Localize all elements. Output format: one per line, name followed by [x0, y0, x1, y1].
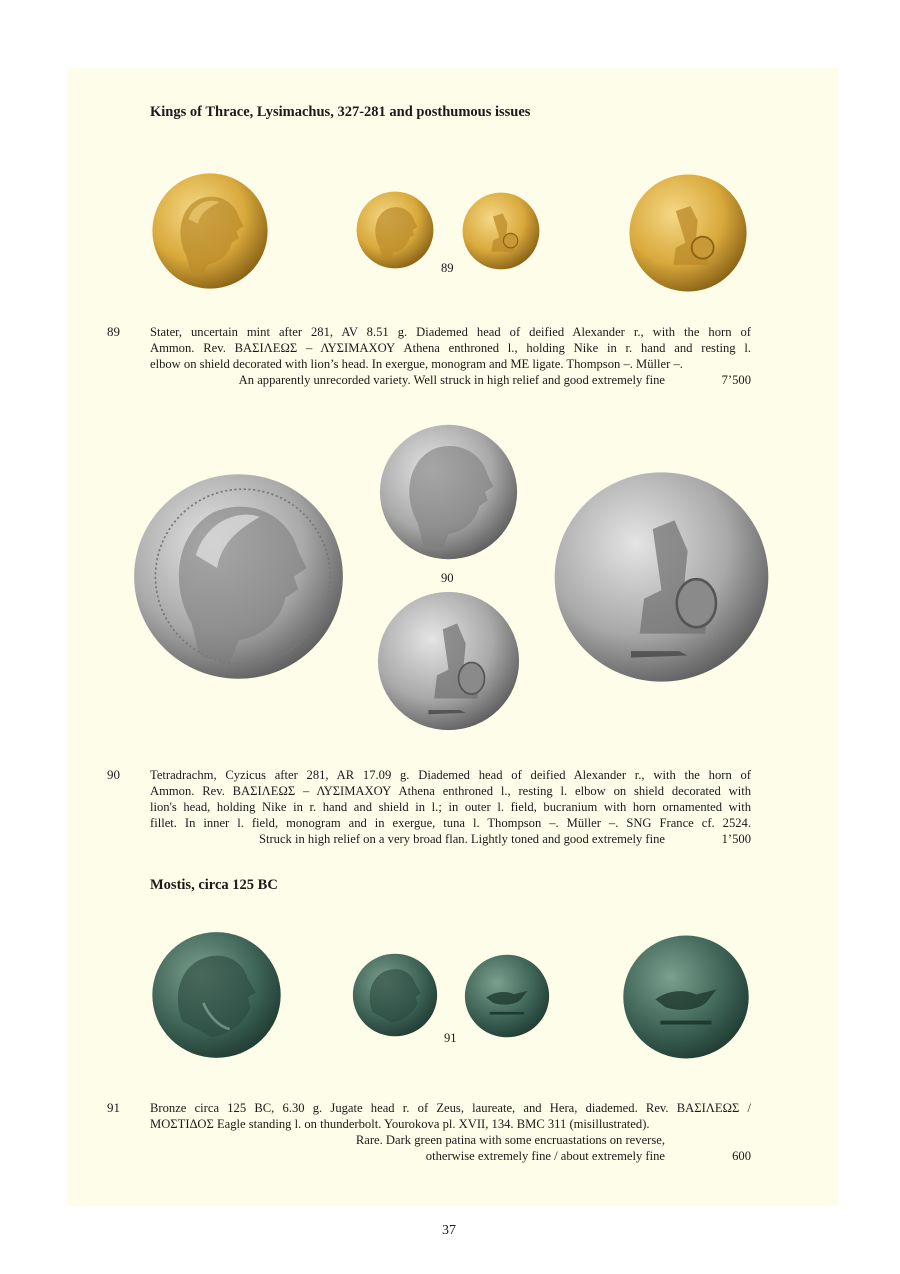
lot-91-line-2: ΜΟΣΤΙΔΟΣ Eagle standing l. on thunderbolt. Yourokova pl. XVII, 134. BMC 311 (misillustrated).	[150, 1117, 650, 1131]
lot-description-90	[150, 767, 751, 847]
lot-89-line-1: Stater, uncertain mint after 281, AV 8.51 g. Diademed head of deified Alexander r., with the horn of	[150, 325, 751, 339]
lot-89-line-3: elbow on shield decorated with lion’s head. In exergue, monogram and ME ligate. Thompson –. Müller –.	[150, 357, 683, 371]
coin-90-obverse-small-icon	[377, 422, 520, 562]
lot-89-closing	[150, 372, 751, 388]
section-heading-mostis: Mostis, circa 125 BC	[150, 877, 278, 893]
lot-89-condition: An apparently unrecorded variety. Well struck in high relief and good extremely fine	[238, 373, 665, 387]
lot-90-line-1: Tetradrachm, Cyzicus after 281, AR 17.09 g. Diademed head of deified Alexander r., with the horn of	[150, 768, 751, 782]
lot-90-condition: Struck in high relief on a very broad flan. Lightly toned and good extremely fine	[258, 832, 665, 846]
lot-91-price: 600	[732, 1149, 751, 1163]
coin-89-obverse-small-icon	[355, 189, 435, 271]
coin-90-reverse-small-icon	[376, 589, 521, 733]
section-heading-lysimachus: Kings of Thrace, Lysimachus, 327-281 and posthumous issues	[150, 104, 531, 120]
lot-90-line-2: Ammon. Rev. ΒΑΣΙΛΕΩΣ – ΛΥΣΙΜΑΧΟΥ Athena enthroned l., resting l. elbow on shield decorated with	[150, 784, 751, 798]
lot-90-line-4: fillet. In inner l. field, monogram and in exergue, tuna l. Thompson –. Müller –. SNG France cf. 2524.	[150, 816, 751, 830]
lot-91-closing-1	[150, 1132, 751, 1148]
figure-label-89: 89	[441, 261, 454, 275]
lot-description-89	[150, 324, 751, 388]
lot-90-line-3: lion's head, holding Nike in r. hand and shield in l.; in outer l. field, bucranium with horn ornamented with	[150, 800, 751, 814]
lot-90-price: 1’500	[721, 832, 751, 846]
lot-91-line-1: Bronze circa 125 BC, 6.30 g. Jugate head r. of Zeus, laureate, and Hera, diademed. Rev. ΒΑΣΙΛΕΩΣ /	[150, 1101, 751, 1115]
lot-91-closing-2	[150, 1148, 751, 1164]
lot-89-price: 7’500	[721, 373, 751, 387]
coin-91-reverse-small-icon	[464, 950, 550, 1042]
lot-number-90: 90	[107, 767, 120, 782]
figure-label-90: 90	[441, 571, 454, 585]
lot-91-condition-1: Rare. Dark green patina with some encruastations on reverse,	[355, 1133, 665, 1147]
coin-90-reverse-large-icon	[552, 468, 771, 686]
coin-89-reverse-small-icon	[461, 190, 541, 272]
lot-description-91	[150, 1100, 751, 1164]
coin-91-obverse-large-icon	[151, 927, 282, 1063]
lot-89-line-2: Ammon. Rev. ΒΑΣΙΛΕΩΣ – ΛΥΣΙΜΑΧΟΥ Athena enthroned l., holding Nike in r. hand and resting l.	[150, 341, 751, 355]
coin-89-obverse-large-icon	[150, 169, 270, 293]
coin-90-obverse-large-icon	[131, 470, 346, 683]
coin-91-reverse-large-icon	[622, 928, 750, 1066]
page-number: 37	[442, 1223, 456, 1238]
coin-91-obverse-small-icon	[352, 950, 438, 1040]
coin-89-reverse-large-icon	[627, 171, 749, 295]
lot-number-89: 89	[107, 324, 120, 339]
lot-91-condition-2: otherwise extremely fine / about extremely fine	[425, 1149, 665, 1163]
lot-90-closing	[150, 831, 751, 847]
lot-number-91: 91	[107, 1100, 120, 1115]
figure-label-91: 91	[444, 1031, 457, 1045]
